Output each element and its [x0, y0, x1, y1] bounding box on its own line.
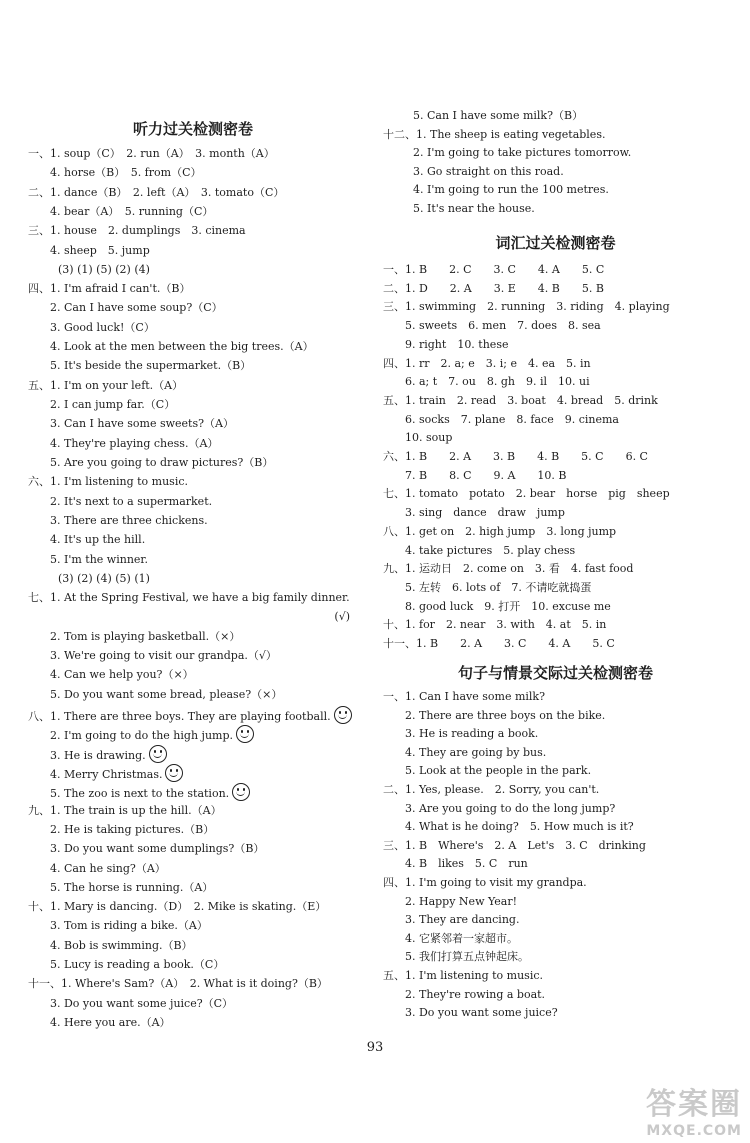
- smiley-face-icon: [149, 745, 167, 763]
- answer-text: 三、1. house 2. dumplings 3. cinema: [28, 224, 246, 238]
- answer-text: 9. right 10. these: [405, 337, 509, 351]
- answer-text: 2. They're rowing a boat.: [405, 987, 546, 1001]
- answer-line: [405, 931, 518, 947]
- answer-line: [383, 561, 633, 577]
- answer-text: 3. Go straight on this road.: [413, 164, 564, 178]
- answer-text: 一、1. B 2. C 3. C 4. A 5. C: [383, 263, 605, 276]
- answer-text: 4. horse（B） 5. from（C）: [50, 166, 202, 180]
- answer-line: [383, 838, 646, 854]
- answer-text: 5. The horse is running.（A）: [50, 880, 214, 894]
- answer-text: 4. sheep 5. jump: [50, 243, 150, 257]
- smiley-face-icon: [334, 706, 352, 724]
- answer-line: [50, 822, 214, 838]
- answer-text: 二、1. Yes, please. 2. Sorry, you can't.: [383, 783, 600, 796]
- answer-text: 一、1. Can I have some milk?: [383, 690, 545, 703]
- answer-text: 2. I can jump far.（C）: [50, 398, 176, 412]
- answer-text: 4. bear（A） 5. running（C）: [50, 204, 214, 218]
- answer-text: 十、1. for 2. near 3. with 4. at 5. in: [383, 618, 607, 632]
- answer-line: [50, 648, 277, 664]
- answer-text: 2. Happy New Year!: [405, 894, 518, 908]
- answer-line: [50, 880, 213, 896]
- answer-text: 一、1. soup（C） 2. run（A） 3. month（A）: [28, 147, 275, 160]
- answer-line: [50, 552, 148, 568]
- smiley-face-icon: [232, 783, 250, 801]
- answer-text: 2. I'm going to take pictures tomorrow.: [413, 146, 632, 160]
- answer-text: 2. There are three boys on the bike.: [405, 708, 606, 722]
- answer-line: [50, 455, 273, 471]
- answer-line: [50, 436, 218, 452]
- answer-line: [28, 223, 246, 239]
- answer-text: 3. Good luck!（C）: [50, 320, 155, 334]
- answer-line: [58, 262, 150, 278]
- answer-line: [383, 299, 670, 315]
- answer-text: 3. Tom is riding a bike.（A）: [50, 919, 208, 933]
- answer-line: [28, 590, 350, 606]
- answer-text: 2. I'm going to do the high jump.: [50, 729, 233, 743]
- answer-line: [50, 667, 194, 683]
- answer-text: 5. 左转 6. lots of 7. 不请吃就捣蛋: [405, 580, 592, 594]
- answer-text: 5. Can I have some milk?（B）: [413, 109, 584, 122]
- answer-line: [383, 782, 599, 798]
- page-number: 93: [366, 1040, 384, 1055]
- answer-text: 7. B 8. C 9. A 10. B: [405, 468, 567, 482]
- answer-text: 8. good luck 9. 打开 10. excuse me: [405, 599, 611, 613]
- section-title-sentences: 句子与情景交际过关检测密卷: [457, 664, 653, 682]
- answer-text: 5. The zoo is next to the station.: [50, 787, 230, 801]
- answer-text: 三、1. B Where's 2. A Let's 3. C drinking: [383, 838, 646, 852]
- answer-line: [50, 764, 183, 780]
- answer-line: [28, 378, 183, 394]
- answer-line: [50, 725, 254, 741]
- answer-text: 九、1. The train is up the hill.（A）: [28, 803, 222, 817]
- watermark-text: 答案圈: [646, 1087, 742, 1122]
- answer-line: [405, 337, 508, 353]
- answer-text: 九、1. 运动日 2. come on 3. 看 4. fast food: [383, 562, 634, 576]
- answer-line: [28, 706, 352, 722]
- answer-line: [50, 841, 264, 857]
- answer-line: [50, 397, 175, 413]
- answer-line: [50, 745, 167, 761]
- answer-line: [50, 532, 145, 548]
- answer-text: 5. 我们打算五点钟起床。: [405, 950, 529, 964]
- answer-line: [383, 968, 543, 984]
- answer-line: [50, 320, 155, 336]
- answer-line: [28, 146, 275, 162]
- answer-text: 2. It's next to a supermarket.: [50, 494, 213, 508]
- answer-line: [413, 201, 535, 217]
- answer-text: (3) (1) (5) (2) (4): [58, 262, 150, 276]
- answer-text: 二、1. dance（B） 2. left（A） 3. tomato（C）: [28, 185, 285, 199]
- answer-line: [405, 856, 528, 872]
- answer-text: 五、1. train 2. read 3. boat 4. bread 5. drink: [383, 393, 658, 407]
- answer-line: [405, 580, 591, 596]
- answer-text: 3. There are three chickens.: [50, 513, 208, 527]
- answer-line: [28, 474, 188, 490]
- answer-line: [405, 708, 605, 724]
- answer-text: 3. We're going to visit our grandpa.（√）: [50, 649, 277, 663]
- answer-text: 四、1. I'm afraid I can't.（B）: [28, 282, 191, 296]
- answer-line: [405, 1005, 558, 1021]
- answer-line: [405, 543, 575, 559]
- answer-line: [50, 416, 234, 432]
- answer-text: 3. Are you going to do the long jump?: [405, 801, 616, 815]
- answer-text: 五、1. I'm on your left.（A）: [28, 378, 184, 392]
- smiley-face-icon: [165, 764, 183, 782]
- answer-line: [50, 204, 213, 220]
- answer-line: [383, 636, 615, 652]
- answer-line: [383, 262, 604, 278]
- answer-text: 十、1. Mary is dancing.（D） 2. Mike is skating.（E）: [28, 900, 327, 914]
- answer-line: [50, 957, 224, 973]
- answer-text: 3. He is drawing.: [50, 748, 146, 762]
- answer-text: 4. Merry Christmas.: [50, 767, 163, 781]
- smiley-face-icon: [236, 725, 254, 743]
- answer-text: 十一、1. Where's Sam?（A） 2. What is it doing?（B）: [28, 977, 328, 991]
- answer-text: 4. Can he sing?（A）: [50, 861, 166, 875]
- answer-line: [334, 609, 350, 625]
- answer-line: [50, 243, 150, 259]
- answer-text: 3. They are dancing.: [405, 913, 520, 927]
- answer-text: 十二、1. The sheep is eating vegetables.: [383, 127, 606, 141]
- answer-text: 5. I'm the winner.: [50, 552, 148, 566]
- watermark-url: MXQE.COM: [646, 1123, 742, 1139]
- answer-line: [405, 468, 567, 484]
- answer-line: [28, 899, 326, 915]
- answer-line: [405, 412, 619, 428]
- answer-line: [28, 803, 222, 819]
- answer-line: [50, 861, 166, 877]
- answer-text: 七、1. tomato potato 2. bear horse pig sheep: [383, 487, 670, 501]
- answer-line: [50, 513, 208, 529]
- answer-line: [58, 571, 150, 587]
- answer-line: [405, 763, 591, 779]
- answer-line: [28, 185, 284, 201]
- answer-line: [405, 318, 601, 334]
- answer-line: [50, 938, 193, 954]
- answer-line: [405, 505, 565, 521]
- answer-line: [413, 182, 609, 198]
- section-title-listening: 听力过关检测密卷: [132, 120, 253, 138]
- answer-text: 2. Can I have some soup?（C）: [50, 301, 223, 315]
- answer-text: 四、1. rr 2. a; e 3. i; e 4. ea 5. in: [383, 356, 591, 370]
- answer-line: [405, 599, 611, 615]
- answer-text: 5. sweets 6. men 7. does 8. sea: [405, 319, 601, 333]
- answer-line: [383, 875, 587, 891]
- answer-text: 二、1. D 2. A 3. E 4. B 5. B: [383, 281, 604, 295]
- answer-line: [405, 801, 615, 817]
- answer-line: [383, 486, 670, 502]
- answer-line: [50, 629, 240, 645]
- answer-line: [50, 300, 223, 316]
- answer-line: [405, 745, 546, 761]
- watermark-logo: [646, 1079, 742, 1139]
- answer-text: 2. Tom is playing basketball.（×）: [50, 629, 241, 643]
- answer-text: 5. It's near the house.: [413, 202, 535, 215]
- answer-line: [50, 358, 251, 374]
- answer-line: [50, 165, 202, 181]
- answer-line: [50, 494, 212, 510]
- answer-line: [50, 918, 208, 934]
- answer-line: [405, 894, 517, 910]
- answer-text: 4. 它紧邻着一家超市。: [405, 931, 518, 945]
- answer-text: 5. Lucy is reading a book.（C）: [50, 958, 225, 972]
- answer-text: 5. It's beside the supermarket.（B）: [50, 359, 252, 373]
- answer-text: 4. Bob is swimming.（B）: [50, 938, 193, 952]
- answer-text: 4. They are going by bus.: [405, 745, 547, 759]
- answer-line: [405, 819, 634, 835]
- answer-line: [383, 617, 606, 633]
- answer-line: [405, 949, 529, 965]
- answer-line: [50, 996, 233, 1012]
- answer-line: [383, 449, 648, 465]
- answer-text: 4. It's up the hill.: [50, 533, 146, 547]
- answer-line: [413, 108, 583, 124]
- answer-text: 六、1. I'm listening to music.: [28, 475, 188, 489]
- answer-text: 5. Are you going to draw pictures?（B）: [50, 455, 274, 469]
- answer-line: [383, 281, 604, 297]
- answer-line: [28, 281, 190, 297]
- answer-text: 6. a; t 7. ou 8. gh 9. il 10. ui: [405, 375, 590, 389]
- answer-text: 六、1. B 2. A 3. B 4. B 5. C 6. C: [383, 450, 648, 463]
- answer-text: 4. B likes 5. C run: [405, 857, 528, 871]
- answer-text: 四、1. I'm going to visit my grandpa.: [383, 876, 587, 889]
- answer-line: [383, 689, 545, 705]
- answer-line: [413, 164, 564, 180]
- answer-line: [405, 987, 545, 1003]
- answer-text: 4. Can we help you?（×）: [50, 668, 194, 682]
- answer-text: 4. I'm going to run the 100 metres.: [413, 183, 609, 197]
- answer-text: 八、1. There are three boys. They are playing football.: [28, 710, 331, 724]
- answer-text: 七、1. At the Spring Festival, we have a big family dinner.: [28, 591, 350, 605]
- answer-line: [50, 687, 282, 703]
- answer-text: 5. Do you want some bread, please?（×）: [50, 687, 283, 701]
- answer-text: (√): [334, 610, 350, 624]
- answer-line: [383, 393, 658, 409]
- answer-line: [50, 339, 314, 355]
- answer-text: 4. take pictures 5. play chess: [405, 543, 576, 557]
- answer-text: 6. socks 7. plane 8. face 9. cinema: [405, 412, 619, 426]
- answer-text: 4. They're playing chess.（A）: [50, 436, 219, 450]
- answer-line: [50, 783, 250, 799]
- answer-line: [405, 912, 519, 928]
- answer-text: 3. Do you want some juice?: [405, 1006, 558, 1020]
- answer-line: [28, 976, 328, 992]
- answer-line: [50, 1015, 171, 1031]
- answer-line: [405, 430, 452, 446]
- answer-text: 三、1. swimming 2. running 3. riding 4. playing: [383, 300, 670, 314]
- answer-line: [405, 374, 590, 390]
- answer-text: 五、1. I'm listening to music.: [383, 969, 543, 982]
- answer-text: 3. Do you want some juice?（C）: [50, 996, 234, 1010]
- answer-text: 八、1. get on 2. high jump 3. long jump: [383, 524, 617, 538]
- answer-text: 5. Look at the people in the park.: [405, 764, 592, 778]
- answer-line: [405, 726, 538, 742]
- answer-text: 十一、1. B 2. A 3. C 4. A 5. C: [383, 637, 615, 650]
- answer-line: [413, 145, 631, 161]
- answer-text: 4. Here you are.（A）: [50, 1016, 171, 1029]
- answer-text: 3. Do you want some dumplings?（B）: [50, 842, 265, 856]
- answer-line: [383, 356, 591, 372]
- answer-text: 3. Can I have some sweets?（A）: [50, 417, 234, 431]
- answer-text: (3) (2) (4) (5) (1): [58, 571, 150, 585]
- section-title-vocabulary: 词汇过关检测密卷: [495, 234, 616, 252]
- answer-line: [383, 524, 616, 540]
- answer-text: 2. He is taking pictures.（B）: [50, 822, 215, 836]
- answer-text: 10. soup: [405, 431, 453, 445]
- answer-text: 3. sing dance draw jump: [405, 506, 565, 520]
- answer-line: [383, 127, 605, 143]
- answer-text: 3. He is reading a book.: [405, 727, 539, 741]
- answer-text: 4. What is he doing? 5. How much is it?: [405, 820, 634, 834]
- answer-text: 4. Look at the men between the big trees.（A）: [50, 340, 314, 354]
